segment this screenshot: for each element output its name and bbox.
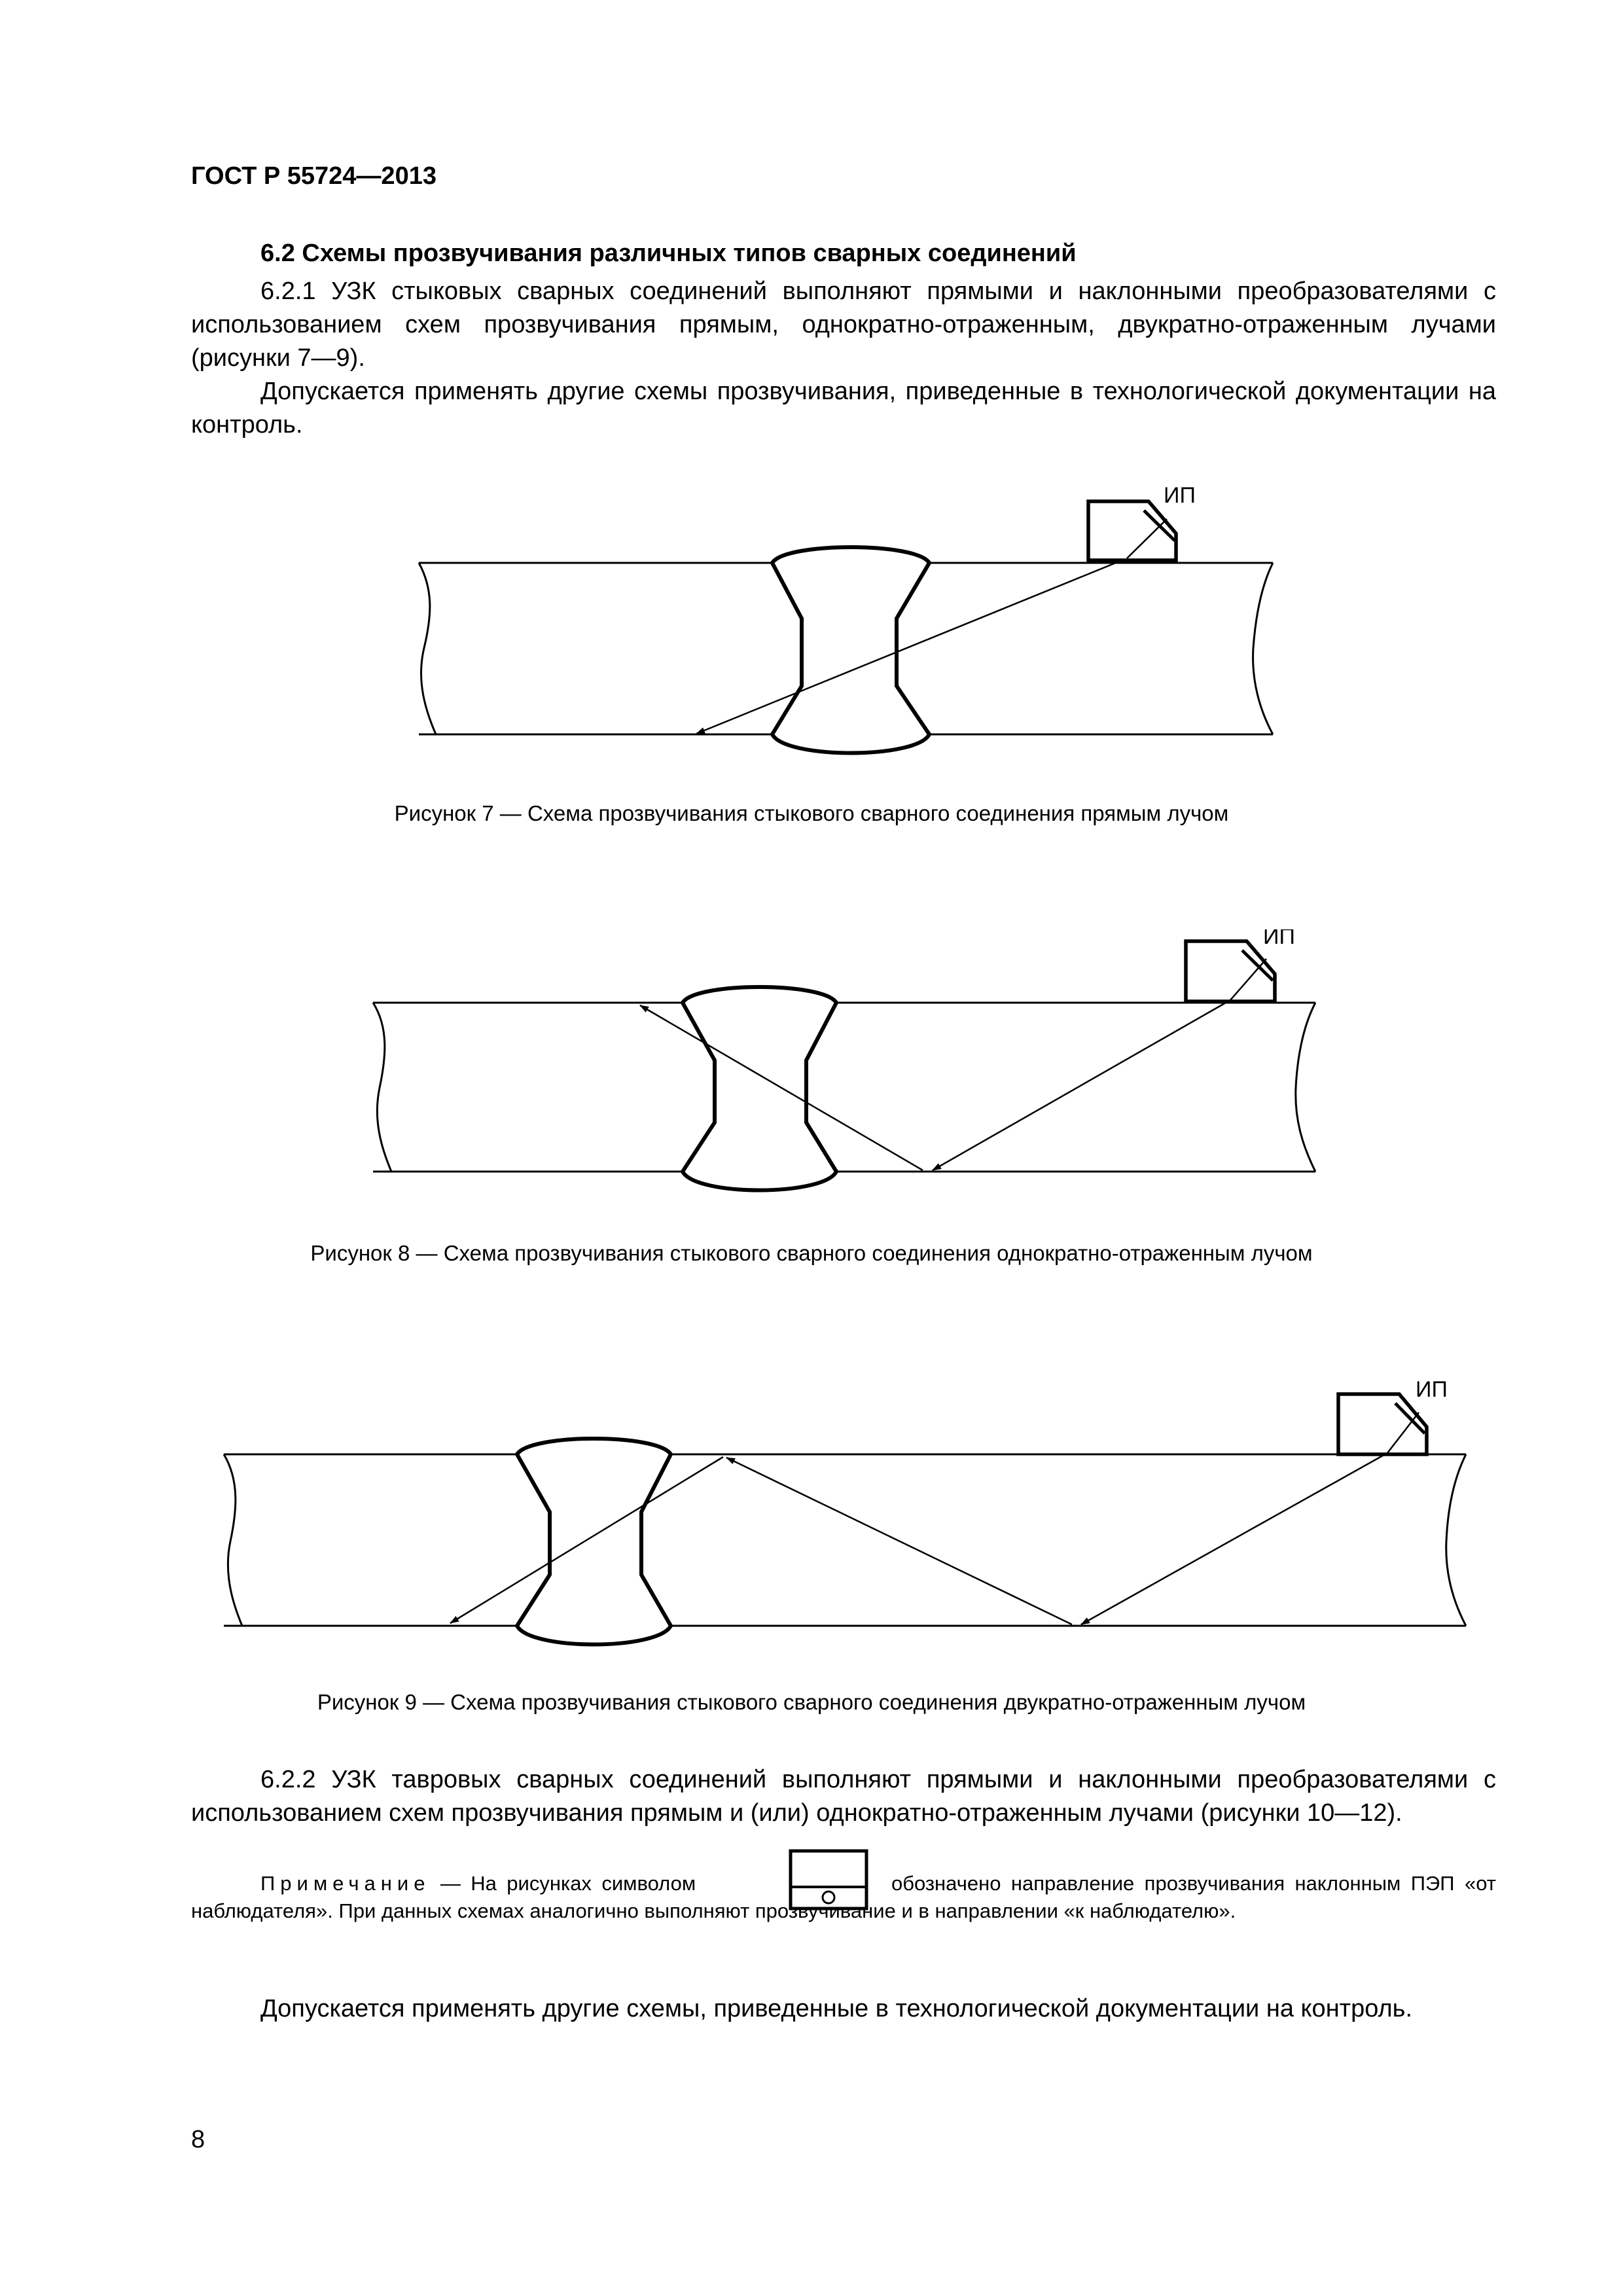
figure-9-caption: Рисунок 9 — Схема прозвучивания стыкового сварного соединения двукратно-отраженным лучом [317,1690,1306,1714]
note [191,1871,1496,1924]
section-title: 6.2 Схемы прозвучивания различных типов сварных соединений [260,240,1077,267]
note-label: Примечание [260,1872,431,1895]
page-number: 8 [191,2126,205,2153]
figure-7-drawing [0,484,1623,772]
figure-9-drawing [0,1381,1623,1682]
probe-label: ИП [1263,929,1295,949]
paragraph-6-2-1-permission: Допускается применять другие схемы прозвучивания, приведенные в технологической документации на контроль. [191,378,1496,439]
weld-seam [772,547,929,753]
figure-8-drawing [0,929,1623,1217]
figure-8 [0,929,1623,1217]
probe-icon [1338,1394,1427,1454]
figure-7-caption: Рисунок 7 — Схема прозвучивания стыкового сварного соединения прямым лучом [394,801,1229,825]
probe-label: ИП [1416,1381,1448,1402]
weld-seam [517,1439,671,1645]
paragraph-6-2-2-permission: Допускается применять другие схемы, приведенные в технологической документации на контроль. [260,1995,1413,2022]
figure-7 [0,484,1623,772]
note-text-after: обозначено направление прозвучивания наклонным ПЭП «от наблюдателя». При данных схемах аналогично выполняют прозвучивание и в направлении «к наблюдателю». [191,1872,1496,1922]
note-text-before: — На рисунках символом [440,1872,696,1895]
paragraph-6-2-2: 6.2.2 УЗК тавровых сварных соединений выполняют прямыми и наклонными преобразователями с использованием схем прозвучивания прямым и (или) однократно-отраженным лучами (рисунки 10—12). [191,1766,1496,1827]
probe-direction-away-icon [706,1872,882,1898]
paragraph-6-2-1: 6.2.1 УЗК стыковых сварных соединений выполняют прямыми и наклонными преобразователями с использованием схем прозвучивания прямым, однократно-отраженным, двукратно-отраженным лучами (рисунки 7—9). [191,278,1496,372]
weld-seam [683,987,836,1191]
probe-label: ИП [1164,484,1196,508]
figure-9 [0,1381,1623,1682]
figure-8-caption: Рисунок 8 — Схема прозвучивания стыкового сварного соединения однократно-отраженным лучом [310,1241,1313,1265]
standard-header: ГОСТ Р 55724—2013 [191,162,437,190]
